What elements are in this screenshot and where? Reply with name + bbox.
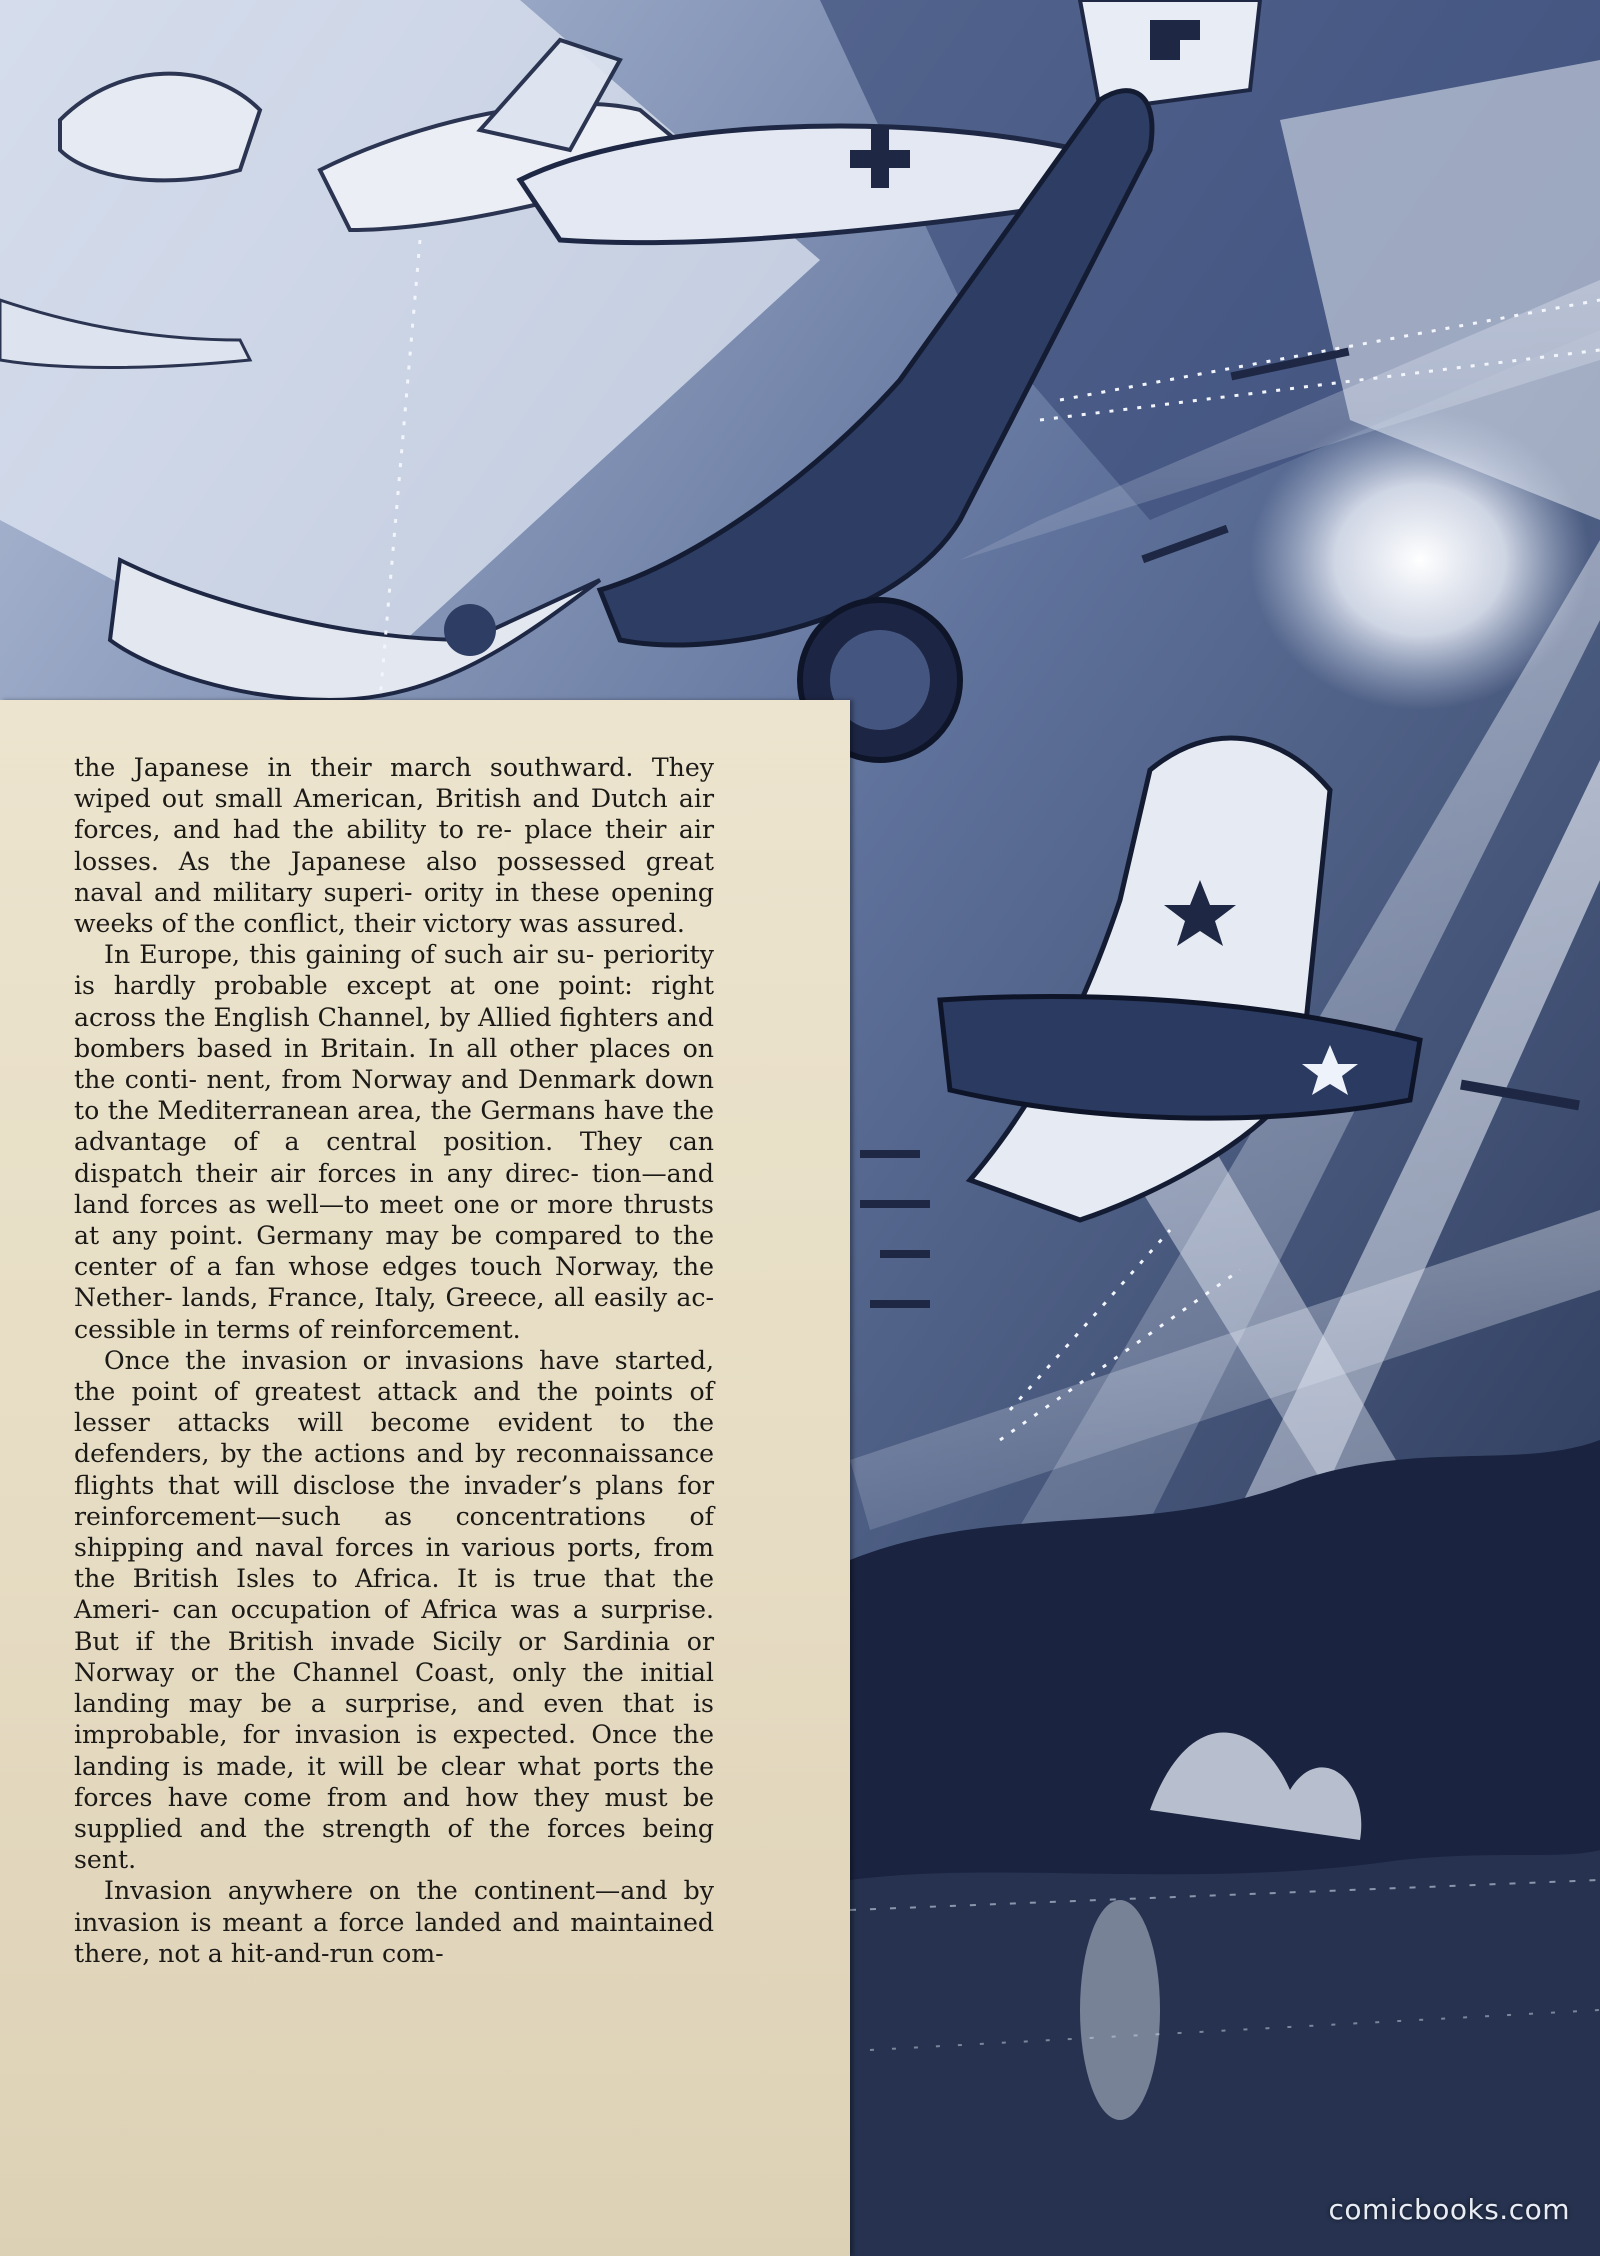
explosion-flash: [1250, 410, 1590, 710]
site-watermark: comicbooks.com: [1328, 2193, 1570, 2226]
ground-landscape: [850, 1440, 1600, 2256]
article-paragraph-1: the Japanese in their march southward. They wiped out small American, British and Dutch air forces, and had the ability to re- place their air losses. As the Japanese also possessed great naval and military superi- ority in these opening weeks of the conflict, their victory was assured.: [74, 753, 714, 939]
article-paragraph-2: In Europe, this gaining of such air su- periority is hardly probable except at one point: right across the English Channel, by Allied fighters and bombers based in Britain. In all other places on the conti- nent, from Norway and Denmark down to the Mediterranean area, the Germans have the advantage of a central position. They can dispatch their air forces in any direc- tion—and land forces as well—to meet one or more thrusts at any point. Germany may be compared to the center of a fan whose edges touch Norway, the Nether- lands, France, Italy, Greece, all easily ac- cessible in terms of reinforcement.: [74, 940, 714, 1344]
article-paragraph-4: Invasion anywhere on the continent—and by invasion is meant a force landed and maintained there, not a hit-and-run com-: [74, 1876, 714, 1968]
article-column: [74, 752, 714, 1969]
article-paragraph-3: Once the invasion or invasions have started, the point of greatest attack and the points of lesser attacks will become evident to the defenders, by the actions and by reconnaissance flights that will disclose the invader’s plans for reinforcement—such as concentrations of shipping and naval forces in various ports, from the British Isles to Africa. It is true that the Ameri- can occupation of Africa was a surprise. But if the British invade Sicily or Sardinia or Norway or the Channel Coast, only the initial landing may be a surprise, and even that is improbable, for invasion is expected. Once the landing is made, it will be clear what ports the forces have come from and how they must be supplied and the strength of the forces being sent.: [74, 1345, 714, 1875]
